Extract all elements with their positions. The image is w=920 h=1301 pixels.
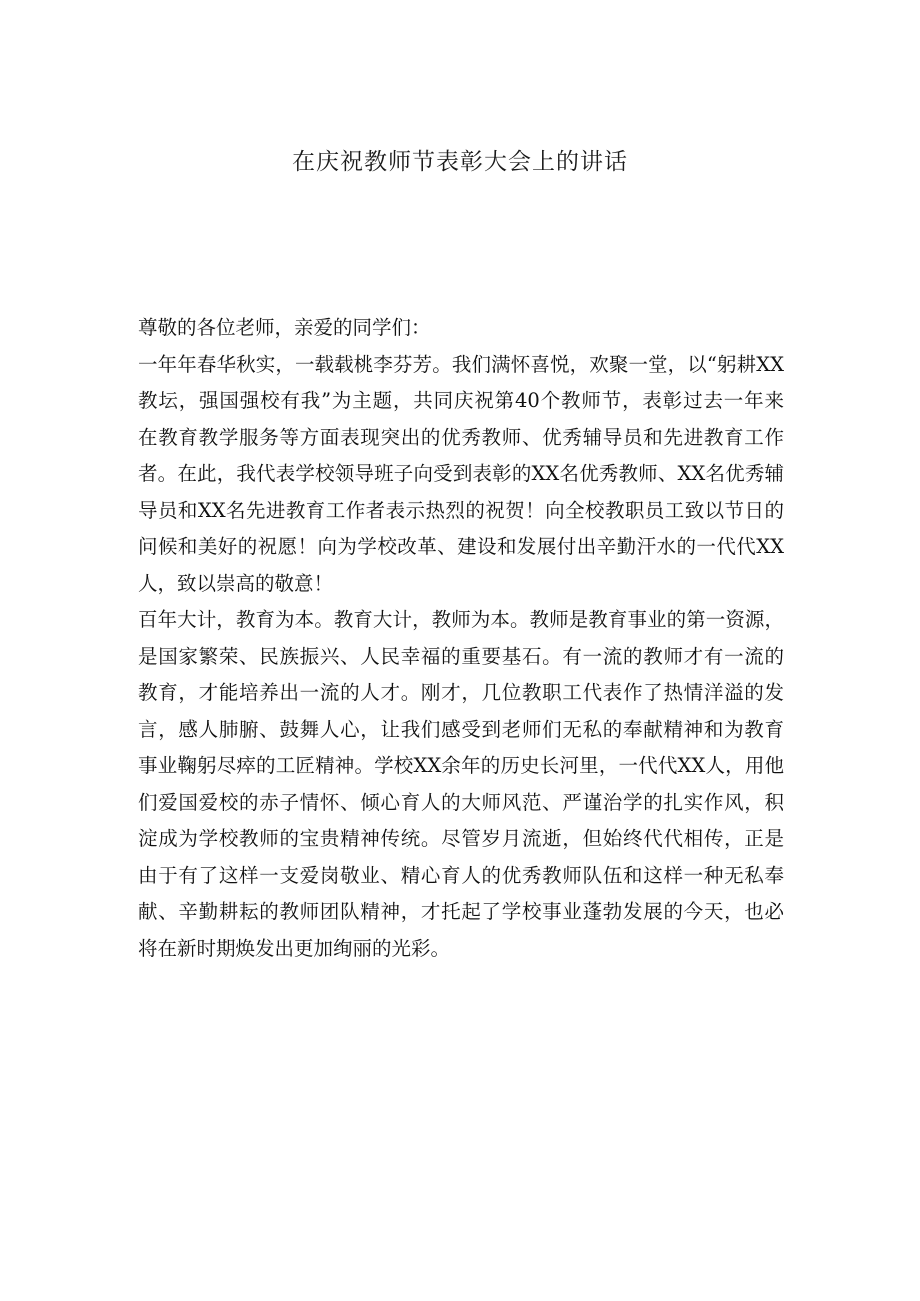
document-body (138, 310, 784, 967)
paragraph-line: 人，致以崇高的敬意！ (138, 571, 334, 595)
paragraph-line: 教坛，强国强校有我”为主题，共同庆祝第40个教师节，表彰过去一年来 (138, 389, 784, 412)
paragraph-line: 者。在此，我代表学校领导班子向受到表彰的XX名优秀教师、XX名优秀辅 (138, 462, 784, 485)
paragraph-line: 由于有了这样一支爱岗敬业、精心育人的优秀教师队伍和这样一种无私奉 (138, 863, 784, 887)
paragraph-line: 是国家繁荣、民族振兴、人民幸福的重要基石。有一流的教师才有一流的 (138, 644, 784, 668)
paragraph-line: 献、辛勤耕耘的教师团队精神，才托起了学校事业蓬勃发展的今天，也必 (138, 900, 784, 923)
paragraph-line: 导员和XX名先进教育工作者表示热烈的祝贺！向全校教职员工致以节日的 (138, 498, 784, 522)
paragraph-2 (138, 602, 784, 967)
paragraph-line: 一年年春华秋实，一载载桃李芬芳。我们满怀喜悦，欢聚一堂，以“躬耕XX (138, 352, 784, 376)
paragraph-line: 事业鞠躬尽瘁的工匠精神。学校XX余年的历史长河里，一代代XX人，用他 (138, 754, 784, 777)
paragraph-line: 淀成为学校教师的宝贵精神传统。尽管岁月流逝，但始终代代相传，正是 (138, 827, 784, 850)
paragraph-line: 问候和美好的祝愿！向为学校改革、建设和发展付出辛勤汗水的一代代XX (138, 535, 784, 558)
paragraph-line: 们爱国爱校的赤子情怀、倾心育人的大师风范、严谨治学的扎实作风，积 (138, 790, 784, 814)
paragraph-line: 言，感人肺腑、鼓舞人心，让我们感受到老师们无私的奉献精神和为教育 (138, 717, 784, 741)
paragraph-1 (138, 347, 784, 603)
paragraph-line: 在教育教学服务等方面表现突出的优秀教师、优秀辅导员和先进教育工作 (138, 425, 784, 449)
salutation (138, 310, 784, 347)
salutation-line: 尊敬的各位老师，亲爱的同学们： (138, 316, 431, 339)
paragraph-line: 教育，才能培养出一流的人才。刚才，几位教职工代表作了热情洋溢的发 (138, 681, 784, 704)
paragraph-line: 将在新时期焕发出更加绚丽的光彩。 (138, 936, 451, 960)
document-title: 在庆祝教师节表彰大会上的讲话 (292, 149, 628, 175)
paragraph-line: 百年大计，教育为本。教育大计，教师为本。教师是教育事业的第一资源， (138, 608, 784, 631)
